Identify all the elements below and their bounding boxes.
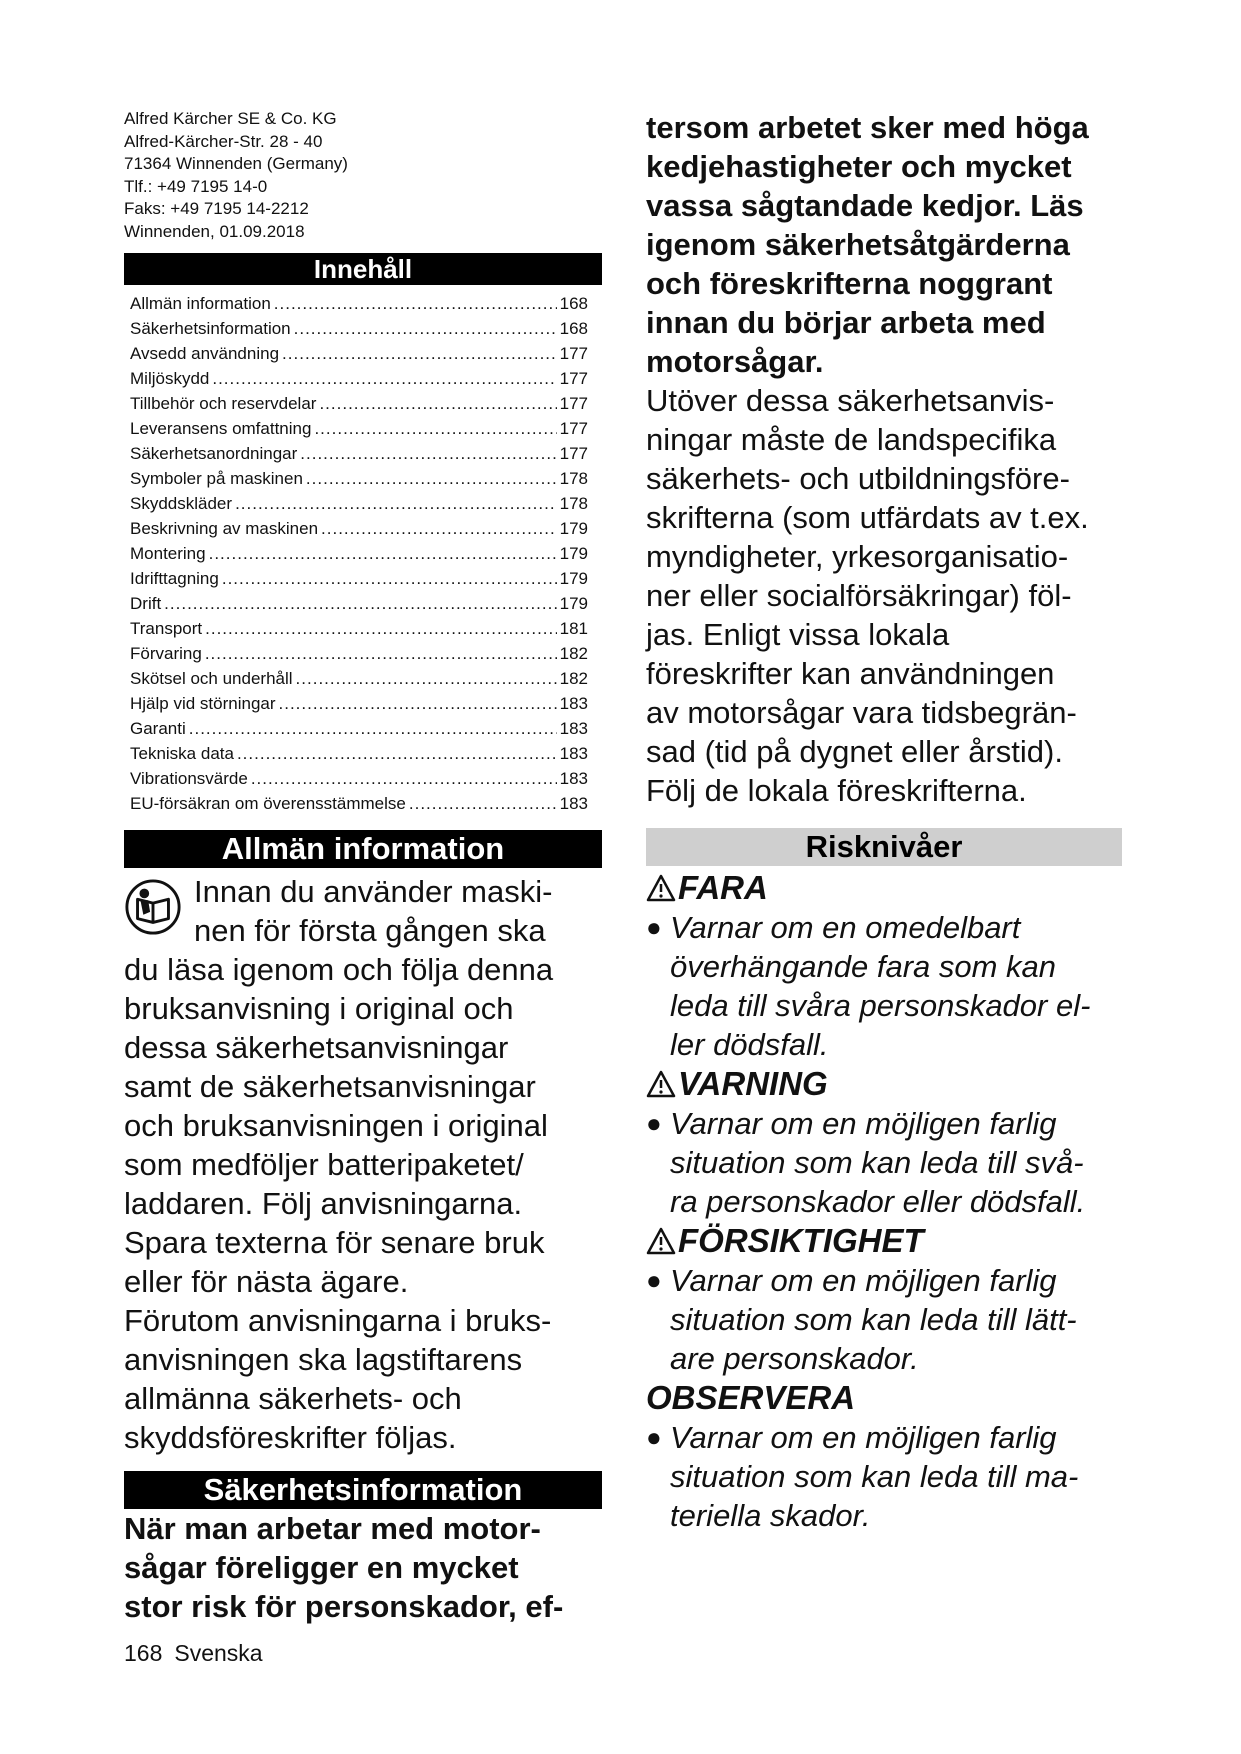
- toc-entry-label: Skötsel och underhåll: [130, 669, 293, 688]
- toc-entry-page: 168: [559, 319, 588, 338]
- hazard-description: [646, 1418, 1126, 1535]
- toc-entry-label: Miljöskydd: [130, 369, 210, 388]
- toc-entry-page: 179: [559, 594, 588, 613]
- toc-entry-label: Drift: [130, 594, 162, 613]
- text-line: situation som kan leda till lätt-: [670, 1302, 1077, 1337]
- toc-entry-page: 183: [559, 719, 588, 738]
- safety-warning-continued: [646, 108, 1126, 381]
- toc-entry-page: 182: [559, 669, 588, 688]
- toc-entry-page: 178: [559, 494, 588, 513]
- toc-entry[interactable]: [130, 591, 588, 616]
- toc-entry-label: Säkerhetsanordningar: [130, 444, 298, 463]
- toc-entry-label: Idrifttagning: [130, 569, 219, 588]
- text-line: sågar föreligger en mycket: [124, 1550, 519, 1585]
- toc-entry-page: 182: [559, 644, 588, 663]
- bullet-icon: ●: [646, 1265, 662, 1295]
- toc-entry[interactable]: [130, 416, 588, 441]
- warning-triangle-icon: [646, 1227, 676, 1255]
- toc-entry-label: Vibrationsvärde: [130, 769, 248, 788]
- text-line: allmänna säkerhets- och: [124, 1381, 462, 1416]
- toc-entry-label: Garanti: [130, 719, 186, 738]
- hazard-label: OBSERVERA: [646, 1379, 856, 1416]
- toc-entry-page: 168: [559, 294, 588, 313]
- toc-entry[interactable]: [130, 341, 588, 366]
- toc-entry-page: 177: [559, 419, 588, 438]
- toc-entry-label: Symboler på maskinen: [130, 469, 303, 488]
- text-line: ler dödsfall.: [670, 1027, 829, 1062]
- toc-entry[interactable]: [130, 516, 588, 541]
- address-line: Faks: +49 7195 14-2212: [124, 199, 309, 218]
- text-line: Spara texterna för senare bruk: [124, 1225, 545, 1260]
- bullet-icon: ●: [646, 912, 662, 942]
- address-line: Alfred-Kärcher-Str. 28 - 40: [124, 131, 323, 151]
- bullet-icon: ●: [646, 1422, 662, 1452]
- text-line: bruksanvisning i original och: [124, 991, 514, 1026]
- toc-entry[interactable]: [130, 491, 588, 516]
- hazard-description: [646, 1104, 1126, 1221]
- hazard-level-notice: [646, 1378, 1126, 1418]
- warning-triangle-icon: [646, 1070, 676, 1098]
- toc-entry-page: 179: [559, 569, 588, 588]
- toc-entry-label: EU-försäkran om överensstämmelse: [130, 794, 406, 813]
- hazard-level-danger: [646, 868, 1126, 908]
- toc-entry[interactable]: [130, 666, 588, 691]
- text-line: Följ de lokala föreskrifterna.: [646, 773, 1027, 808]
- text-line: överhängande fara som kan: [670, 949, 1057, 984]
- text-line: sad (tid på dygnet eller årstid).: [646, 734, 1063, 769]
- hazard-level-warning: [646, 1064, 1126, 1104]
- manufacturer-address: [124, 108, 602, 243]
- toc-heading: Innehåll: [124, 253, 602, 285]
- text-line: skrifterna (som utfärdats av t.ex.: [646, 500, 1089, 535]
- toc-entry[interactable]: [130, 541, 588, 566]
- text-line: du läsa igenom och följa denna: [124, 952, 554, 987]
- toc-entry[interactable]: [130, 566, 588, 591]
- text-line: av motorsågar vara tidsbegrän-: [646, 695, 1077, 730]
- toc-entry[interactable]: [130, 441, 588, 466]
- text-line: kedjehastigheter och mycket: [646, 149, 1072, 184]
- text-line: samt de säkerhetsanvisningar: [124, 1069, 536, 1104]
- toc-entry[interactable]: [130, 291, 588, 316]
- toc-entry[interactable]: [130, 766, 588, 791]
- hazard-label: FARA: [678, 869, 768, 906]
- toc-entry[interactable]: [130, 316, 588, 341]
- toc-entry-label: Allmän information: [130, 294, 271, 313]
- page-number: 168: [124, 1640, 163, 1666]
- text-line: Förutom anvisningarna i bruks-: [124, 1303, 552, 1338]
- address-line: Winnenden, 01.09.2018: [124, 221, 305, 241]
- text-line: teriella skador.: [670, 1498, 871, 1533]
- text-line: laddaren. Följ anvisningarna.: [124, 1186, 523, 1221]
- hazard-description: [646, 908, 1126, 1064]
- toc-entry-label: Leveransens omfattning: [130, 419, 312, 438]
- toc-entry-page: 179: [559, 519, 588, 538]
- toc-entry-label: Hjälp vid störningar: [130, 694, 276, 713]
- text-line: och föreskrifterna noggrant: [646, 266, 1053, 301]
- hazard-description: [646, 1261, 1126, 1378]
- text-line: situation som kan leda till svå-: [670, 1145, 1084, 1180]
- language-label: Svenska: [174, 1640, 263, 1666]
- text-line: Varnar om en möjligen farlig: [670, 1263, 1057, 1298]
- toc-entry-page: 179: [559, 544, 588, 563]
- safety-warning-text: [124, 1509, 602, 1626]
- toc-entry-label: Förvaring: [130, 644, 202, 663]
- toc-entry[interactable]: [130, 616, 588, 641]
- text-line: Varnar om en möjligen farlig: [670, 1106, 1057, 1141]
- text-line: leda till svåra personskador el-: [670, 988, 1091, 1023]
- toc-entry[interactable]: [130, 641, 588, 666]
- right-column: [646, 108, 1126, 1535]
- toc-entry-label: Säkerhetsinformation: [130, 319, 291, 338]
- text-line: dessa säkerhetsanvisningar: [124, 1030, 509, 1065]
- toc-entry-page: 183: [559, 769, 588, 788]
- toc-entry-page: 177: [559, 344, 588, 363]
- general-info-text: [124, 872, 602, 1457]
- text-line: nen för första gången ska: [194, 913, 546, 948]
- address-line: Tlf.: +49 7195 14-0: [124, 176, 268, 196]
- text-line: ner eller socialförsäkringar) föl-: [646, 578, 1072, 613]
- text-line: Innan du använder maski-: [194, 874, 553, 909]
- toc-entry[interactable]: [130, 366, 588, 391]
- text-line: ningar måste de landspecifika: [646, 422, 1057, 457]
- text-line: När man arbetar med motor-: [124, 1511, 541, 1546]
- table-of-contents: [124, 291, 588, 816]
- text-line: Varnar om en möjligen farlig: [670, 1420, 1057, 1455]
- address-line: Alfred Kärcher SE & Co. KG: [124, 109, 337, 128]
- text-line: ra personskador eller dödsfall.: [670, 1184, 1086, 1219]
- toc-entry-label: Avsedd användning: [130, 344, 280, 363]
- page-footer: [124, 1640, 275, 1667]
- toc-entry-page: 181: [559, 619, 588, 638]
- text-line: jas. Enligt vissa lokala: [646, 617, 950, 652]
- text-line: myndigheter, yrkesorganisatio-: [646, 539, 1069, 574]
- text-line: stor risk för personskador, ef-: [124, 1589, 564, 1624]
- toc-entry-label: Beskrivning av maskinen: [130, 519, 319, 538]
- toc-entry-label: Tekniska data: [130, 744, 234, 763]
- toc-entry[interactable]: [130, 716, 588, 741]
- text-line: motorsågar.: [646, 344, 824, 379]
- toc-entry-label: Transport: [130, 619, 203, 638]
- hazard-level-caution: [646, 1221, 1126, 1261]
- general-info-heading: Allmän information: [124, 830, 602, 868]
- text-line: Varnar om en omedelbart: [670, 910, 1021, 945]
- text-line: och bruksanvisningen i original: [124, 1108, 548, 1143]
- text-line: eller för nästa ägare.: [124, 1264, 409, 1299]
- toc-entry-page: 178: [559, 469, 588, 488]
- read-manual-icon: [124, 878, 182, 936]
- bullet-icon: ●: [646, 1108, 662, 1138]
- text-line: anvisningen ska lagstiftarens: [124, 1342, 523, 1377]
- toc-entry-label: Skyddskläder: [130, 494, 233, 513]
- text-line: situation som kan leda till ma-: [670, 1459, 1079, 1494]
- toc-entry-page: 183: [559, 744, 588, 763]
- risk-levels: [646, 868, 1126, 1535]
- text-line: säkerhets- och utbildningsföre-: [646, 461, 1070, 496]
- address-line: 71364 Winnenden (Germany): [124, 154, 348, 173]
- toc-entry[interactable]: [130, 466, 588, 491]
- text-line: skyddsföreskrifter följas.: [124, 1420, 457, 1455]
- risk-levels-heading: Risknivåer: [646, 828, 1122, 866]
- toc-entry-page: 183: [559, 794, 588, 813]
- safety-regulations-text: [646, 381, 1126, 810]
- toc-entry[interactable]: [130, 691, 588, 716]
- text-line: vassa sågtandade kedjor. Läs: [646, 188, 1084, 223]
- left-column: [124, 108, 602, 1626]
- text-line: föreskrifter kan användningen: [646, 656, 1055, 691]
- text-line: som medföljer batteripaketet/: [124, 1147, 524, 1182]
- toc-entry-page: 177: [559, 394, 588, 413]
- toc-entry-label: Montering: [130, 544, 206, 563]
- toc-entry-label: Tillbehör och reservdelar: [130, 394, 317, 413]
- hazard-label: VARNING: [678, 1065, 828, 1102]
- toc-entry[interactable]: [130, 391, 588, 416]
- warning-triangle-icon: [646, 874, 676, 902]
- toc-entry-page: 177: [559, 444, 588, 463]
- toc-entry-page: 177: [559, 369, 588, 388]
- toc-entry[interactable]: [130, 791, 588, 816]
- text-line: are personskador.: [670, 1341, 919, 1376]
- text-line: Utöver dessa säkerhetsanvis-: [646, 383, 1055, 418]
- text-line: innan du börjar arbeta med: [646, 305, 1046, 340]
- text-line: tersom arbetet sker med höga: [646, 110, 1089, 145]
- toc-entry[interactable]: [130, 741, 588, 766]
- toc-entry-page: 183: [559, 694, 588, 713]
- safety-info-heading: Säkerhetsinformation: [124, 1471, 602, 1509]
- hazard-label: FÖRSIKTIGHET: [678, 1222, 924, 1259]
- text-line: igenom säkerhetsåtgärderna: [646, 227, 1070, 262]
